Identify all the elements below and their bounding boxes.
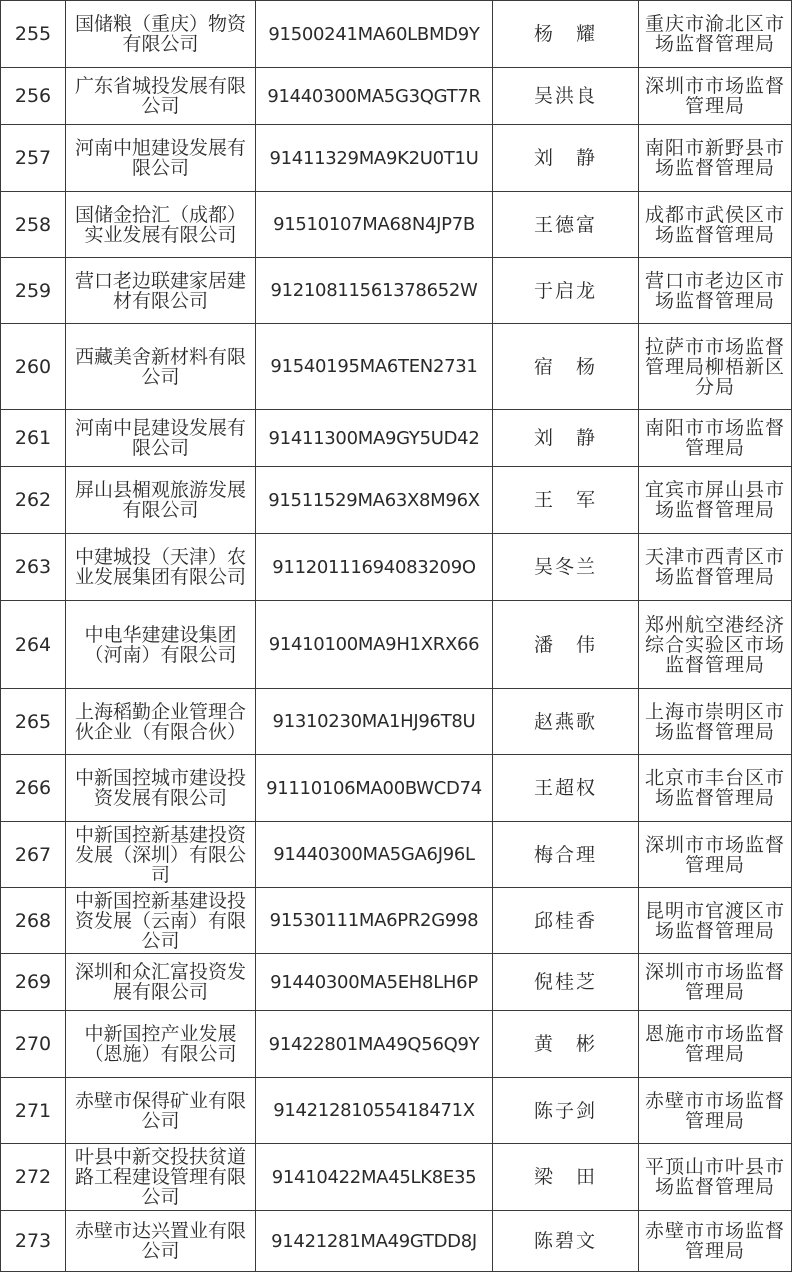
credit-code: 91422801MA49Q56Q9Y <box>256 1011 493 1078</box>
registration-authority: 深圳市市场监督管理局 <box>639 954 792 1011</box>
registration-authority: 深圳市市场监督管理局 <box>639 68 792 125</box>
registration-authority: 南阳市市场监督管理局 <box>639 410 792 467</box>
table-row <box>1 822 792 888</box>
legal-representative: 陈碧文 <box>493 1211 639 1272</box>
registration-authority: 拉萨市市场监督管理局柳梧新区分局 <box>639 324 792 410</box>
registration-authority: 昆明市官渡区市场监督管理局 <box>639 888 792 954</box>
row-number: 268 <box>1 888 66 954</box>
company-name: 广东省城投发展有限公司 <box>66 68 256 125</box>
company-name: 中建城投（天津）农业发展集团有限公司 <box>66 534 256 601</box>
company-name: 赤壁市保得矿业有限公司 <box>66 1078 256 1144</box>
company-name: 中电华建建设集团（河南）有限公司 <box>66 601 256 689</box>
company-name: 中新国控新基建投资发展（深圳）有限公司 <box>66 822 256 888</box>
legal-representative: 吴洪良 <box>493 68 639 125</box>
row-number: 267 <box>1 822 66 888</box>
credit-code: 91210811561378652W <box>256 258 493 324</box>
table-row <box>1 954 792 1011</box>
row-number: 255 <box>1 1 66 68</box>
row-number: 264 <box>1 601 66 689</box>
company-name: 西藏美舍新材料有限公司 <box>66 324 256 410</box>
company-name: 中新国控产业发展（恩施）有限公司 <box>66 1011 256 1078</box>
legal-representative: 杨 耀 <box>493 1 639 68</box>
credit-code: 91421281MA49GTDD8J <box>256 1211 493 1272</box>
company-name: 中新国控新基建设投资发展（云南）有限公司 <box>66 888 256 954</box>
legal-representative: 赵燕歌 <box>493 689 639 755</box>
legal-representative: 王超权 <box>493 755 639 822</box>
row-number: 273 <box>1 1211 66 1272</box>
credit-code: 91511529MA63X8M96X <box>256 467 493 534</box>
registration-authority: 营口市老边区市场监督管理局 <box>639 258 792 324</box>
registration-authority: 成都市武侯区市场监督管理局 <box>639 192 792 258</box>
company-name: 中新国控城市建设投资发展有限公司 <box>66 755 256 822</box>
registration-authority: 重庆市渝北区市场监督管理局 <box>639 1 792 68</box>
company-name: 国储金拾汇（成都）实业发展有限公司 <box>66 192 256 258</box>
registration-authority: 北京市丰台区市场监督管理局 <box>639 755 792 822</box>
credit-code: 91440300MA5G3QGT7R <box>256 68 493 125</box>
row-number: 262 <box>1 467 66 534</box>
table-row <box>1 467 792 534</box>
row-number: 265 <box>1 689 66 755</box>
company-name: 河南中昆建设发展有限公司 <box>66 410 256 467</box>
credit-code: 91440300MA5GA6J96L <box>256 822 493 888</box>
row-number: 270 <box>1 1011 66 1078</box>
credit-code: 91510107MA68N4JP7B <box>256 192 493 258</box>
credit-code: 91110106MA00BWCD74 <box>256 755 493 822</box>
credit-code: 91120111694083209O <box>256 534 493 601</box>
registration-authority: 天津市西青区市场监督管理局 <box>639 534 792 601</box>
row-number: 269 <box>1 954 66 1011</box>
table-row <box>1 534 792 601</box>
company-name: 赤壁市达兴置业有限公司 <box>66 1211 256 1272</box>
legal-representative: 陈子剑 <box>493 1078 639 1144</box>
legal-representative: 邱桂香 <box>493 888 639 954</box>
credit-code: 91411300MA9GY5UD42 <box>256 410 493 467</box>
table-row <box>1 601 792 689</box>
table-row <box>1 1078 792 1144</box>
row-number: 261 <box>1 410 66 467</box>
legal-representative: 潘 伟 <box>493 601 639 689</box>
row-number: 258 <box>1 192 66 258</box>
registration-authority: 郑州航空港经济综合实验区市场监督管理局 <box>639 601 792 689</box>
company-name: 屏山县楣观旅游发展有限公司 <box>66 467 256 534</box>
table-row <box>1 324 792 410</box>
registration-authority: 宜宾市屏山县市场监督管理局 <box>639 467 792 534</box>
table-row <box>1 410 792 467</box>
row-number: 263 <box>1 534 66 601</box>
credit-code: 91410100MA9H1XRX66 <box>256 601 493 689</box>
table-row <box>1 1 792 68</box>
legal-representative: 刘 静 <box>493 125 639 192</box>
registration-authority: 恩施市市场监督管理局 <box>639 1011 792 1078</box>
table-row <box>1 68 792 125</box>
registration-authority: 南阳市新野县市场监督管理局 <box>639 125 792 192</box>
legal-representative: 吴冬兰 <box>493 534 639 601</box>
row-number: 271 <box>1 1078 66 1144</box>
registration-authority: 上海市崇明区市场监督管理局 <box>639 689 792 755</box>
company-name: 上海稻勤企业管理合伙企业（有限合伙） <box>66 689 256 755</box>
legal-representative: 于启龙 <box>493 258 639 324</box>
legal-representative: 倪桂芝 <box>493 954 639 1011</box>
credit-code: 91500241MA60LBMD9Y <box>256 1 493 68</box>
credit-code: 91410422MA45LK8E35 <box>256 1144 493 1211</box>
company-name: 营口老边联建家居建材有限公司 <box>66 258 256 324</box>
legal-representative: 梁 田 <box>493 1144 639 1211</box>
row-number: 259 <box>1 258 66 324</box>
row-number: 272 <box>1 1144 66 1211</box>
credit-code: 91421281055418471X <box>256 1078 493 1144</box>
legal-representative: 宿 杨 <box>493 324 639 410</box>
legal-representative: 王德富 <box>493 192 639 258</box>
table-row <box>1 258 792 324</box>
row-number: 266 <box>1 755 66 822</box>
table-row <box>1 755 792 822</box>
legal-representative: 刘 静 <box>493 410 639 467</box>
row-number: 257 <box>1 125 66 192</box>
legal-representative: 梅合理 <box>493 822 639 888</box>
table-row <box>1 1011 792 1078</box>
table-row <box>1 192 792 258</box>
table-row <box>1 689 792 755</box>
registration-authority: 平顶山市叶县市场监督管理局 <box>639 1144 792 1211</box>
table-row <box>1 1211 792 1272</box>
registration-authority: 赤壁市市场监督管理局 <box>639 1078 792 1144</box>
table-row <box>1 125 792 192</box>
legal-representative: 王 军 <box>493 467 639 534</box>
table-row <box>1 888 792 954</box>
credit-code: 91310230MA1HJ96T8U <box>256 689 493 755</box>
registration-authority: 深圳市市场监督管理局 <box>639 822 792 888</box>
row-number: 256 <box>1 68 66 125</box>
company-name: 叶县中新交投扶贫道路工程建设管理有限公司 <box>66 1144 256 1211</box>
credit-code: 91411329MA9K2U0T1U <box>256 125 493 192</box>
row-number: 260 <box>1 324 66 410</box>
credit-code: 91530111MA6PR2G998 <box>256 888 493 954</box>
table-row <box>1 1144 792 1211</box>
company-name: 深圳和众汇富投资发展有限公司 <box>66 954 256 1011</box>
table-body <box>1 1 792 1272</box>
company-name: 河南中旭建设发展有限公司 <box>66 125 256 192</box>
legal-representative: 黄 彬 <box>493 1011 639 1078</box>
company-name: 国储粮（重庆）物资有限公司 <box>66 1 256 68</box>
credit-code: 91540195MA6TEN2731 <box>256 324 493 410</box>
registration-authority: 赤壁市市场监督管理局 <box>639 1211 792 1272</box>
credit-code: 91440300MA5EH8LH6P <box>256 954 493 1011</box>
